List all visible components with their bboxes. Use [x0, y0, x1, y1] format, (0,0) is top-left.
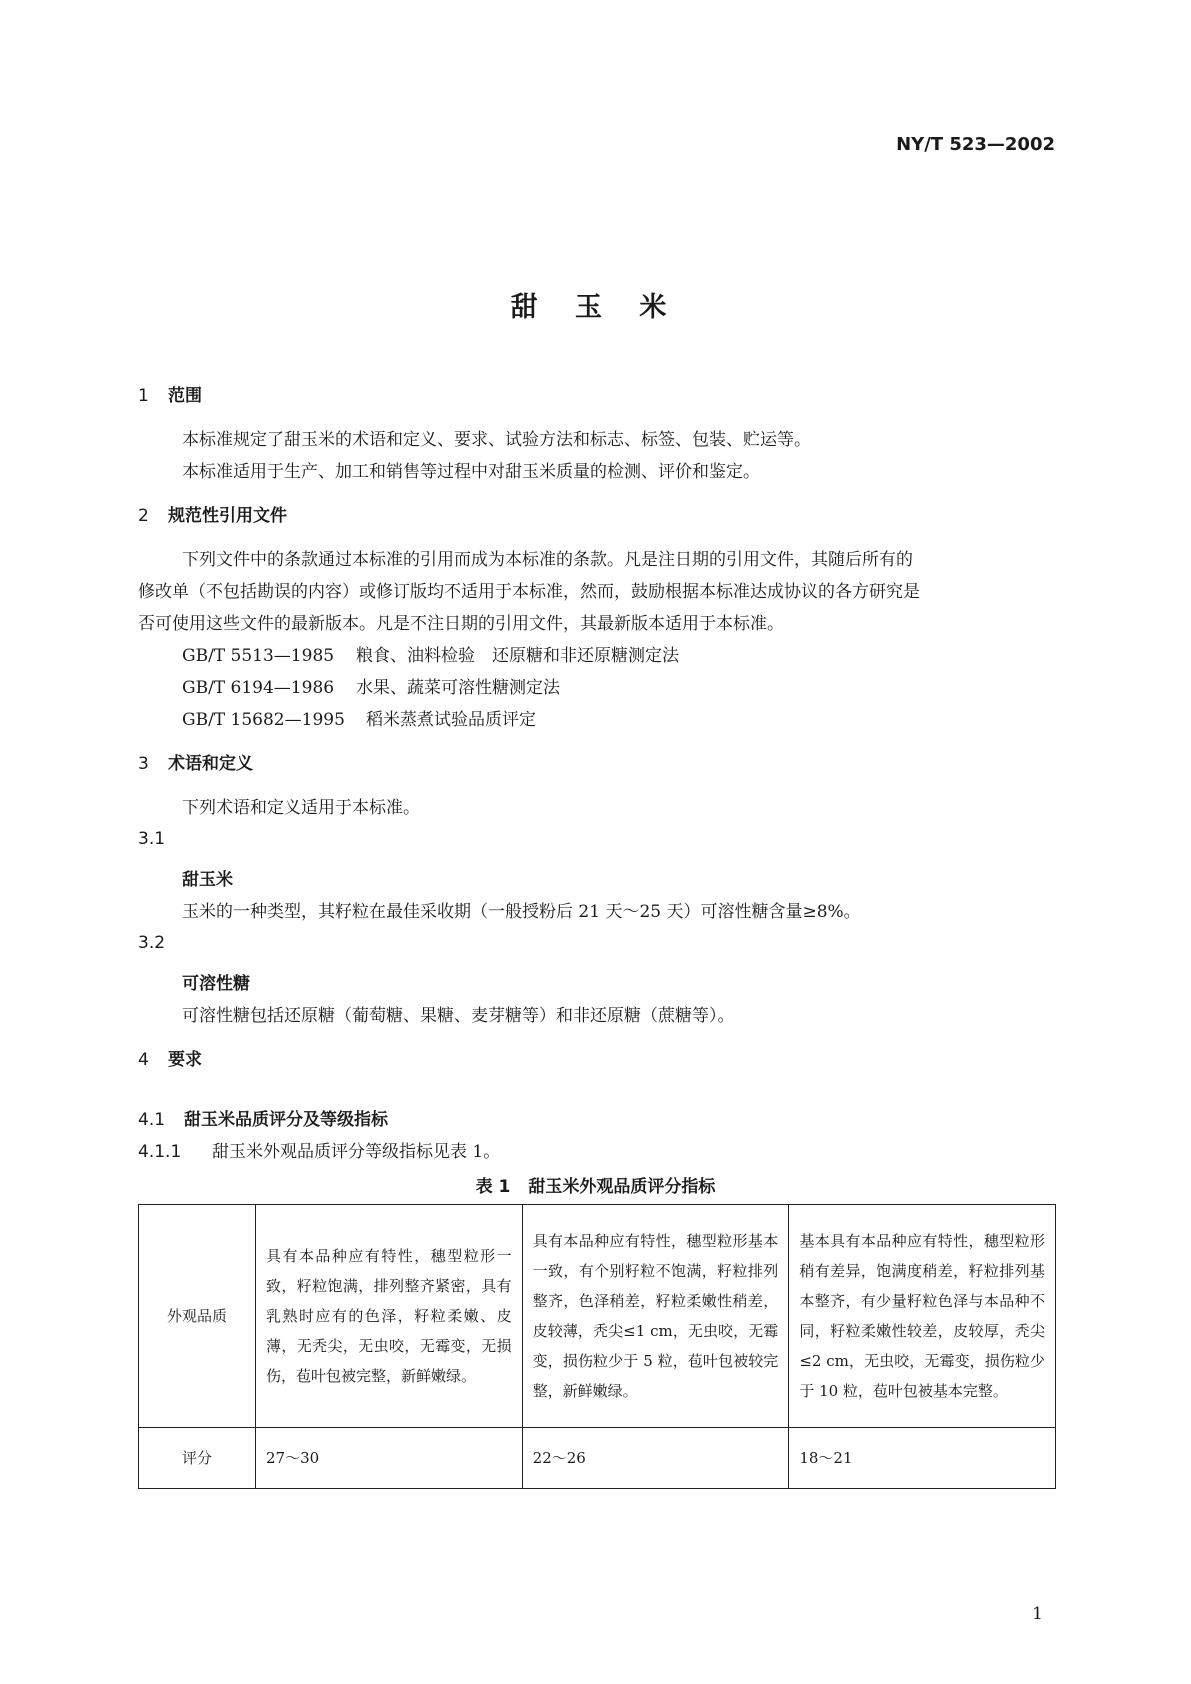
subsection-number: 4.1: [138, 1110, 166, 1130]
term-number: 3.1: [138, 829, 166, 849]
reference-code: GB/T 15682—1995: [182, 710, 345, 730]
document-title: 甜 玉 米: [510, 292, 681, 323]
grade-2-score: 22～26: [522, 1428, 789, 1489]
paragraph: 下列术语和定义适用于本标准。: [182, 798, 420, 818]
subsection-4-1-heading: [138, 1105, 388, 1130]
clause-4-1-1: [138, 1137, 500, 1162]
section-number: 4: [138, 1050, 149, 1070]
clause-number: 4.1.1: [138, 1142, 182, 1162]
section-number: 2: [138, 506, 149, 526]
reference-name: 粮食、油料检验 还原糖和非还原糖测定法: [356, 646, 679, 666]
section-title: 范围: [168, 386, 202, 406]
table-row: [139, 1205, 1056, 1428]
table-1: [138, 1204, 1056, 1489]
section-1-heading: [138, 381, 202, 406]
reference-item: [182, 673, 560, 698]
table-caption-title: 甜玉米外观品质评分指标: [528, 1177, 716, 1197]
section-number: 3: [138, 754, 149, 774]
standard-number: NY/T 523—2002: [896, 134, 1055, 155]
reference-name: 水果、蔬菜可溶性糖测定法: [356, 678, 560, 698]
term-name: 可溶性糖: [182, 974, 250, 994]
section-title: 术语和定义: [168, 754, 253, 774]
section-2-heading: [138, 501, 287, 526]
section-4-heading: [138, 1045, 202, 1070]
reference-name: 稻米蒸煮试验品质评定: [366, 710, 536, 730]
row-label-score: 评分: [139, 1428, 256, 1489]
term-definition: 玉米的一种类型，其籽粒在最佳采收期（一般授粉后 21 天～25 天）可溶性糖含量≥8%。: [182, 902, 861, 922]
paragraph: 修改单（不包括勘误的内容）或修订版均不适用于本标准，然而，鼓励根据本标准达成协议的各方研究是: [138, 582, 920, 602]
section-title: 要求: [168, 1050, 202, 1070]
term-definition: 可溶性糖包括还原糖（葡萄糖、果糖、麦芽糖等）和非还原糖（蔗糖等）。: [182, 1006, 735, 1026]
section-number: 1: [138, 386, 149, 406]
paragraph: 否可使用这些文件的最新版本。凡是不注日期的引用文件，其最新版本适用于本标准。: [138, 614, 784, 634]
paragraph: 本标准适用于生产、加工和销售等过程中对甜玉米质量的检测、评价和鉴定。: [182, 462, 760, 482]
grade-3-description: 基本具有本品种应有特性，穗型粒形稍有差异，饱满度稍差，籽粒排列基本整齐，有少量籽粒色泽与本品种不同，籽粒柔嫩性较差，皮较厚，秃尖≤2 cm，无虫咬，无霉变，损伤粒少于 10 粒，苞叶包被基本完整。: [789, 1205, 1056, 1428]
table-caption-number: 表 1: [475, 1177, 511, 1197]
reference-item: [182, 641, 679, 666]
section-3-heading: [138, 749, 253, 774]
grade-1-description: 具有本品种应有特性，穗型粒形一致，籽粒饱满，排列整齐紧密，具有乳熟时应有的色泽，籽粒柔嫩、皮薄，无秃尖，无虫咬，无霉变，无损伤，苞叶包被完整，新鲜嫩绿。: [256, 1205, 523, 1428]
table-row: [139, 1428, 1056, 1489]
table-caption: [0, 1172, 1191, 1197]
section-title: 规范性引用文件: [168, 506, 287, 526]
subsection-title: 甜玉米品质评分及等级指标: [184, 1110, 388, 1130]
paragraph: 下列文件中的条款通过本标准的引用而成为本标准的条款。凡是注日期的引用文件，其随后所有的: [182, 550, 913, 570]
row-label-quality: 外观品质: [139, 1205, 256, 1428]
reference-code: GB/T 5513—1985: [182, 646, 335, 666]
grade-1-score: 27～30: [256, 1428, 523, 1489]
term-name: 甜玉米: [182, 870, 233, 890]
page-number: 1: [1032, 1604, 1043, 1624]
reference-item: [182, 705, 536, 730]
paragraph: 本标准规定了甜玉米的术语和定义、要求、试验方法和标志、标签、包装、贮运等。: [182, 430, 811, 450]
term-number: 3.2: [138, 933, 166, 953]
grade-3-score: 18～21: [789, 1428, 1056, 1489]
reference-code: GB/T 6194—1986: [182, 678, 335, 698]
grade-2-description: 具有本品种应有特性，穗型粒形基本一致，有个别籽粒不饱满，籽粒排列整齐，色泽稍差，籽粒柔嫩性稍差，皮较薄，秃尖≤1 cm，无虫咬，无霉变，损伤粒少于 5 粒，苞叶包被较完整，新鲜嫩绿。: [522, 1205, 789, 1428]
clause-text: 甜玉米外观品质评分等级指标见表 1。: [212, 1142, 501, 1162]
